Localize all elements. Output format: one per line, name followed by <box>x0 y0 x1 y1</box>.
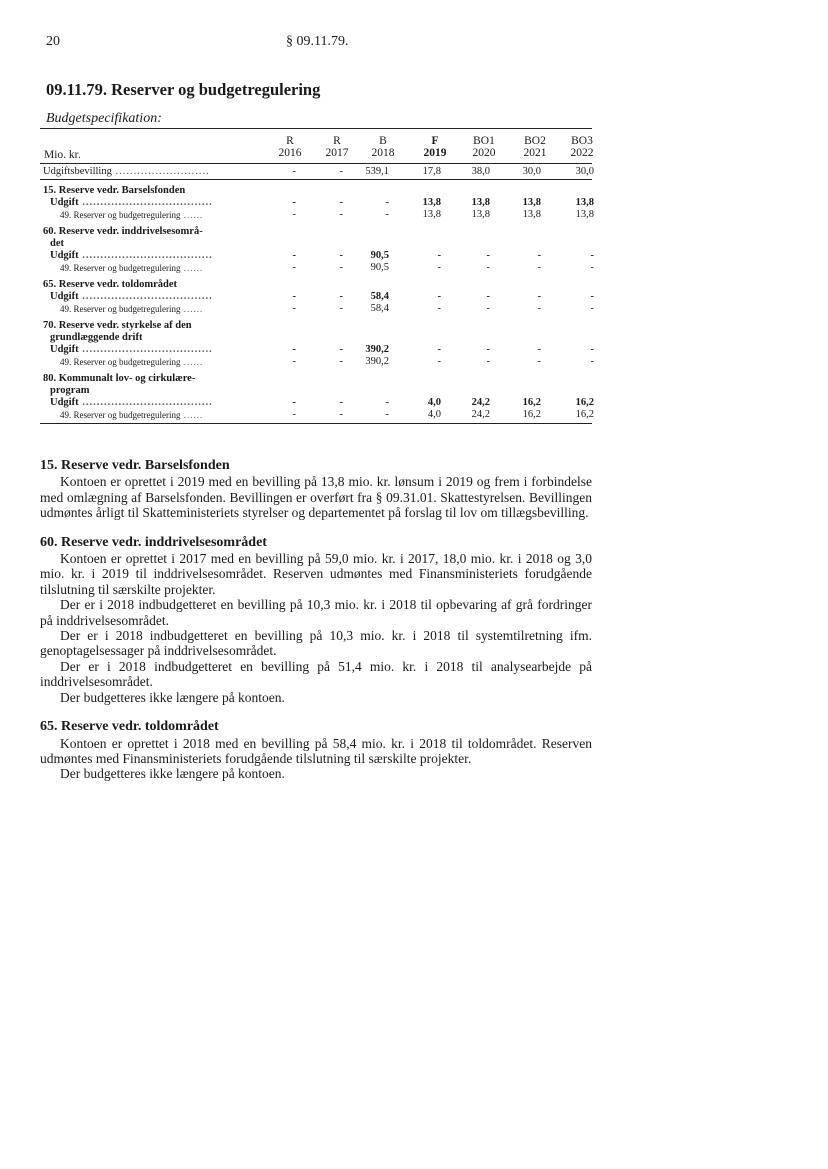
udgift-label <box>50 344 213 356</box>
table-cell: - <box>385 397 389 408</box>
table-cell: - <box>292 166 296 177</box>
table-cell: 13,8 <box>522 209 541 220</box>
table-cell: - <box>339 291 343 302</box>
column-year: 2019 <box>423 147 447 159</box>
group-title: program <box>50 385 90 396</box>
table-cell: - <box>437 356 441 367</box>
table-cell: - <box>339 209 343 220</box>
sub-label <box>60 209 203 221</box>
table-cell: 58,4 <box>370 291 389 302</box>
table-cell: - <box>437 250 441 261</box>
table-cell: - <box>292 356 296 367</box>
group-title-row <box>40 279 592 291</box>
section-reference: § 09.11.79. <box>286 34 349 49</box>
column-year: 2022 <box>570 147 594 159</box>
section-paragraph: Der budgetteres ikke længere på kontoen. <box>60 689 285 705</box>
leader-dots: ...... <box>180 304 204 314</box>
udgift-label-text: Udgift <box>50 291 79 302</box>
table-row-udgift <box>40 397 592 409</box>
table-cell: - <box>437 262 441 273</box>
table-row-sub <box>40 356 592 368</box>
total-label <box>43 164 210 179</box>
table-cell: 13,8 <box>422 209 441 220</box>
leader-dots: .................................... <box>78 344 213 355</box>
table-cell: - <box>339 409 343 420</box>
sub-label-text: 49. Reserver og budgetregulering <box>60 304 181 314</box>
table-cell: 90,5 <box>370 250 389 261</box>
table-header <box>40 129 592 163</box>
sub-label-text: 49. Reserver og budgetregulering <box>60 210 181 220</box>
column-year: 2017 <box>325 147 349 159</box>
table-cell: - <box>292 197 296 208</box>
table-cell: - <box>292 209 296 220</box>
table-cell: - <box>590 303 594 314</box>
table-cell: - <box>339 397 343 408</box>
budget-table <box>40 128 592 424</box>
table-cell: - <box>486 291 490 302</box>
table-cell: - <box>486 250 490 261</box>
sub-label <box>60 409 203 421</box>
section-paragraph: Kontoen er oprettet i 2019 med en bevilling på 13,8 mio. kr. lønsum i 2019 og frem i forbindelse med omlægning af Barselsfonden. Bevillingen er overført fra § 09.31.01. Skattestyrelsen. Bevillingen udmøntes årligt til Skatteministeriets styrelser og departementet på forslag til lov om tillægsbevilling. <box>40 474 592 521</box>
table-cell: 13,8 <box>471 209 490 220</box>
table-cell: - <box>292 344 296 355</box>
column-header <box>353 135 413 159</box>
section-title: 15. Reserve vedr. Barselsfonden <box>40 458 230 473</box>
column-type: BO2 <box>524 135 546 147</box>
group-title: 70. Reserve vedr. styrkelse af den <box>43 320 192 331</box>
sub-label-text: 49. Reserver og budgetregulering <box>60 410 181 420</box>
table-row-sub <box>40 262 592 274</box>
table-cell: 13,8 <box>575 209 594 220</box>
group-title-row <box>40 332 592 344</box>
table-cell: - <box>486 344 490 355</box>
table-cell: - <box>339 197 343 208</box>
sub-label-text: 49. Reserver og budgetregulering <box>60 357 181 367</box>
table-cell: - <box>292 409 296 420</box>
table-cell: 30,0 <box>575 166 594 177</box>
udgift-label <box>50 291 213 303</box>
group-title: 60. Reserve vedr. inddrivelsesområ- <box>43 226 203 237</box>
table-cell: - <box>339 250 343 261</box>
table-cell: 17,8 <box>422 166 441 177</box>
leader-dots: .................................... <box>78 197 213 208</box>
table-cell: 4,0 <box>427 409 441 420</box>
table-cell: - <box>339 303 343 314</box>
group-title: 80. Kommunalt lov- og cirkulære- <box>43 373 196 384</box>
table-row-sub <box>40 409 592 421</box>
table-cell: 4,0 <box>427 397 441 408</box>
table-cell: 539,1 <box>365 166 389 177</box>
table-cell: 24,2 <box>471 397 490 408</box>
unit-label: Mio. kr. <box>44 149 81 161</box>
table-cell: 390,2 <box>365 344 389 355</box>
section-paragraph: Kontoen er oprettet i 2018 med en bevilling på 58,4 mio. kr. i 2018 til toldområdet. Reserven udmøntes med Finansministeriets forudgående tilslutning til særskilte projekter. <box>40 735 592 766</box>
column-type: R <box>286 135 294 147</box>
table-row-udgift <box>40 197 592 209</box>
section-paragraph: Der er i 2018 indbudgetteret en bevilling på 10,3 mio. kr. i 2018 til systemtilretning ifm. genoptagelsessager på inddrivelsesområdet. <box>40 628 592 659</box>
section-paragraph: Der er i 2018 indbudgetteret en bevilling på 51,4 mio. kr. i 2018 til analysearbejde på inddrivelsesområdet. <box>40 658 592 690</box>
table-cell: - <box>385 197 389 208</box>
udgift-label-text: Udgift <box>50 197 79 208</box>
table-row-total <box>40 164 592 179</box>
leader-dots: .................................... <box>78 397 213 408</box>
table-cell: - <box>486 303 490 314</box>
sub-label <box>60 303 203 315</box>
table-cell: - <box>437 344 441 355</box>
table-cell: 390,2 <box>365 356 389 367</box>
section-paragraph: Kontoen er oprettet i 2017 med en bevilling på 59,0 mio. kr. i 2017, 18,0 mio. kr. i 2018 og 3,0 mio. kr. i 2019 til inddrivelsesområdet. Reserven udmøntes med Finansministeriets forudgående tilslutning til særskilte projekter. <box>40 551 592 597</box>
leader-dots: ...... <box>180 210 204 220</box>
group-title-row <box>40 185 592 197</box>
group-title: 15. Reserve vedr. Barselsfonden <box>43 185 186 196</box>
udgift-label-text: Udgift <box>50 344 79 355</box>
sub-label <box>60 262 203 274</box>
udgift-label <box>50 397 213 409</box>
group-title-row <box>40 385 592 397</box>
column-year: 2016 <box>278 147 302 159</box>
page-number: 20 <box>46 34 60 49</box>
group-title: grundlæggende drift <box>50 332 143 343</box>
table-cell: 16,2 <box>522 397 541 408</box>
leader-dots: .................................... <box>78 291 213 302</box>
table-cell: - <box>437 303 441 314</box>
column-type: BO1 <box>473 135 495 147</box>
section-title: 65. Reserve vedr. toldområdet <box>40 719 219 735</box>
table-cell: 13,8 <box>422 197 441 208</box>
leader-dots: ...... <box>180 357 204 367</box>
table-cell: - <box>590 262 594 273</box>
table-cell: - <box>537 344 541 355</box>
column-year: 2020 <box>472 147 496 159</box>
total-label-text: Udgiftsbevilling <box>43 166 112 177</box>
udgift-label-text: Udgift <box>50 250 79 261</box>
table-row-udgift <box>40 291 592 303</box>
section <box>40 719 592 782</box>
table-cell: - <box>537 262 541 273</box>
table-cell: - <box>437 291 441 302</box>
group-title-row <box>40 238 592 250</box>
column-type: BO3 <box>571 135 593 147</box>
table-cell: - <box>537 250 541 261</box>
table-cell: - <box>385 409 389 420</box>
table-row-sub <box>40 303 592 315</box>
table-cell: - <box>339 344 343 355</box>
sections-text <box>40 458 592 796</box>
column-type: R <box>333 135 341 147</box>
table-cell: - <box>590 291 594 302</box>
group-title-row <box>40 226 592 238</box>
sub-label <box>60 356 203 368</box>
column-year: 2018 <box>371 147 395 159</box>
table-cell: 16,2 <box>575 397 594 408</box>
table-cell: 13,8 <box>575 197 594 208</box>
section-paragraph: Der er i 2018 indbudgetteret en bevilling på 10,3 mio. kr. i 2018 til opbevaring af grå fordringer på inddrivelsesområdet. <box>40 597 592 628</box>
udgift-label <box>50 197 213 209</box>
table-row-udgift <box>40 344 592 356</box>
table-cell: - <box>292 250 296 261</box>
column-type: F <box>431 135 439 147</box>
section <box>40 458 592 521</box>
table-cell: - <box>292 303 296 314</box>
table-cell: - <box>590 356 594 367</box>
table-cell: - <box>486 262 490 273</box>
udgift-label-text: Udgift <box>50 397 79 408</box>
budget-spec-subtitle: Budgetspecifikation: <box>46 111 162 126</box>
table-cell: 24,2 <box>471 409 490 420</box>
table-cell: 13,8 <box>471 197 490 208</box>
section-paragraph: Der budgetteres ikke længere på kontoen. <box>60 766 285 782</box>
table-cell: - <box>339 166 343 177</box>
table-cell: - <box>292 262 296 273</box>
table-cell: - <box>292 397 296 408</box>
leader-dots: ...... <box>180 263 204 273</box>
group-title-row <box>40 320 592 332</box>
table-cell: 16,2 <box>522 409 541 420</box>
group-title: 65. Reserve vedr. toldområdet <box>43 279 178 290</box>
table-cell: - <box>486 356 490 367</box>
group-title: det <box>50 238 64 249</box>
column-header <box>552 135 612 159</box>
leader-dots: .......................... <box>111 166 210 177</box>
section-title: 60. Reserve vedr. inddrivelsesområdet <box>40 534 267 550</box>
table-cell: - <box>385 209 389 220</box>
table-cell: - <box>339 262 343 273</box>
table-cell: - <box>537 356 541 367</box>
column-type: B <box>379 135 387 147</box>
table-cell: - <box>339 356 343 367</box>
sub-label-text: 49. Reserver og budgetregulering <box>60 263 181 273</box>
column-year: 2021 <box>523 147 547 159</box>
table-cell: 58,4 <box>370 303 389 314</box>
table-cell: 38,0 <box>471 166 490 177</box>
table-cell: - <box>537 303 541 314</box>
table-cell: - <box>590 250 594 261</box>
table-cell: - <box>537 291 541 302</box>
table-bottom-rule <box>40 423 592 424</box>
table-cell: - <box>292 291 296 302</box>
leader-dots: ...... <box>180 410 204 420</box>
table-cell: 16,2 <box>575 409 594 420</box>
table-cell: 30,0 <box>522 166 541 177</box>
udgift-label <box>50 250 213 262</box>
section <box>40 535 592 705</box>
table-row-sub <box>40 209 592 221</box>
leader-dots: .................................... <box>78 250 213 261</box>
page-title: 09.11.79. Reserver og budgetregulering <box>46 80 321 99</box>
group-title-row <box>40 373 592 385</box>
table-cell: 13,8 <box>522 197 541 208</box>
table-row-udgift <box>40 250 592 262</box>
table-cell: 90,5 <box>370 262 389 273</box>
table-cell: - <box>590 344 594 355</box>
